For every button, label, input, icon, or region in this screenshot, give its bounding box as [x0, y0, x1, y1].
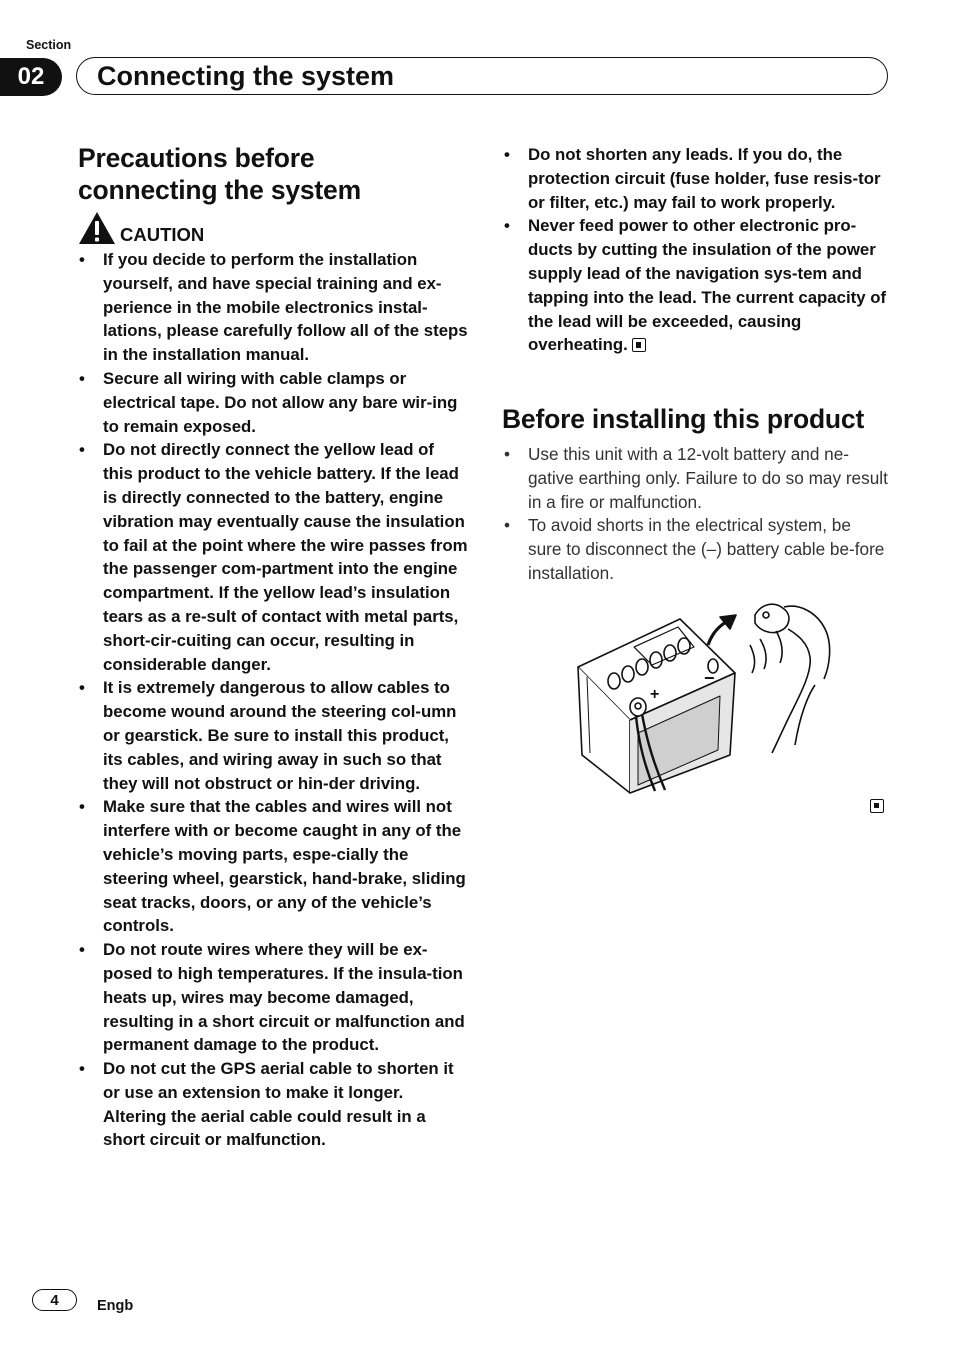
list-item: • Do not cut the GPS aerial cable to shorten it or use an extension to make it longer. Altering the aerial cable could result in a short circuit or malfunction. — [78, 1057, 468, 1152]
warning-triangle-icon — [78, 211, 116, 245]
page-number: 4 — [32, 1289, 77, 1311]
end-of-section-icon — [632, 338, 646, 352]
list-item: • Do not route wires where they will be ex-posed to high temperatures. If the insula-tion heats up, wires may become damaged, resulting in a short circuit or malfunction and permanent damage to the product. — [78, 938, 468, 1057]
precautions-heading: Precautions before connecting the system — [78, 143, 361, 205]
caution-list — [78, 248, 468, 1152]
list-item: • Secure all wiring with cable clamps or electrical tape. Do not allow any bare wir-ing to remain exposed. — [78, 367, 468, 438]
caution-row — [78, 211, 204, 245]
section-title: Connecting the system — [97, 61, 395, 91]
battery-disconnect-illustration — [570, 595, 845, 795]
installation-notes-list — [503, 443, 888, 586]
list-item: • Use this unit with a 12-volt battery and ne-gative earthing only. Failure to do so may result in a fire or malfunction. — [503, 443, 888, 514]
list-item-text: Never feed power to other electronic pro-ducts by cutting the insulation of the power supply lead of the navigation sys-tem and tapping into the lead. The current capacity of the lead will be exceeded, causing overheating. — [528, 216, 887, 355]
plus-sign: + — [650, 686, 660, 703]
minus-sign: − — [704, 668, 715, 688]
list-item: • If you decide to perform the installation yourself, and have special training and ex-perience in the mobile electronics instal-lations, please carefully follow all of the steps in the installation manual. — [78, 248, 468, 367]
list-item: • Do not shorten any leads. If you do, the protection circuit (fuse holder, fuse resis-tor or filter, etc.) may fail to work properly. — [503, 143, 893, 214]
list-item: • Make sure that the cables and wires will not interfere with or become caught in any of the vehicle’s moving parts, espe-cially the steering wheel, gearstick, hand-brake, sliding seat tracks, doors, or any of the vehicle’s controls. — [78, 795, 468, 938]
section-label: Section — [26, 38, 72, 52]
list-item: • Do not directly connect the yellow lead of this product to the vehicle battery. If the lead is directly connected to the battery, engine vibration may eventually cause the insulation to fail at the point where the wire passes from the passenger com-partment into the engine compartment. If the yellow lead’s insulation tears as a re-sult of contact with metal parts, short-cir-cuiting can occur, resulting in considerable danger. — [78, 438, 468, 676]
before-installing-heading: Before installing this product — [502, 404, 865, 434]
list-item: • To avoid shorts in the electrical system, be sure to disconnect the (–) battery cable be-fore installation. — [503, 514, 888, 585]
language-code: Engb — [97, 1298, 134, 1314]
end-of-section-icon — [870, 799, 884, 813]
caution-list-continued — [503, 143, 893, 357]
list-item: • It is extremely dangerous to allow cables to become wound around the steering col-umn or gearstick. Be sure to install this product, its cables, and wiring away in such so that they will not obstruct or hin-der driving. — [78, 676, 468, 795]
list-item — [503, 214, 893, 357]
caution-label: CAUTION — [120, 224, 205, 245]
section-number-badge: 02 — [0, 58, 62, 96]
